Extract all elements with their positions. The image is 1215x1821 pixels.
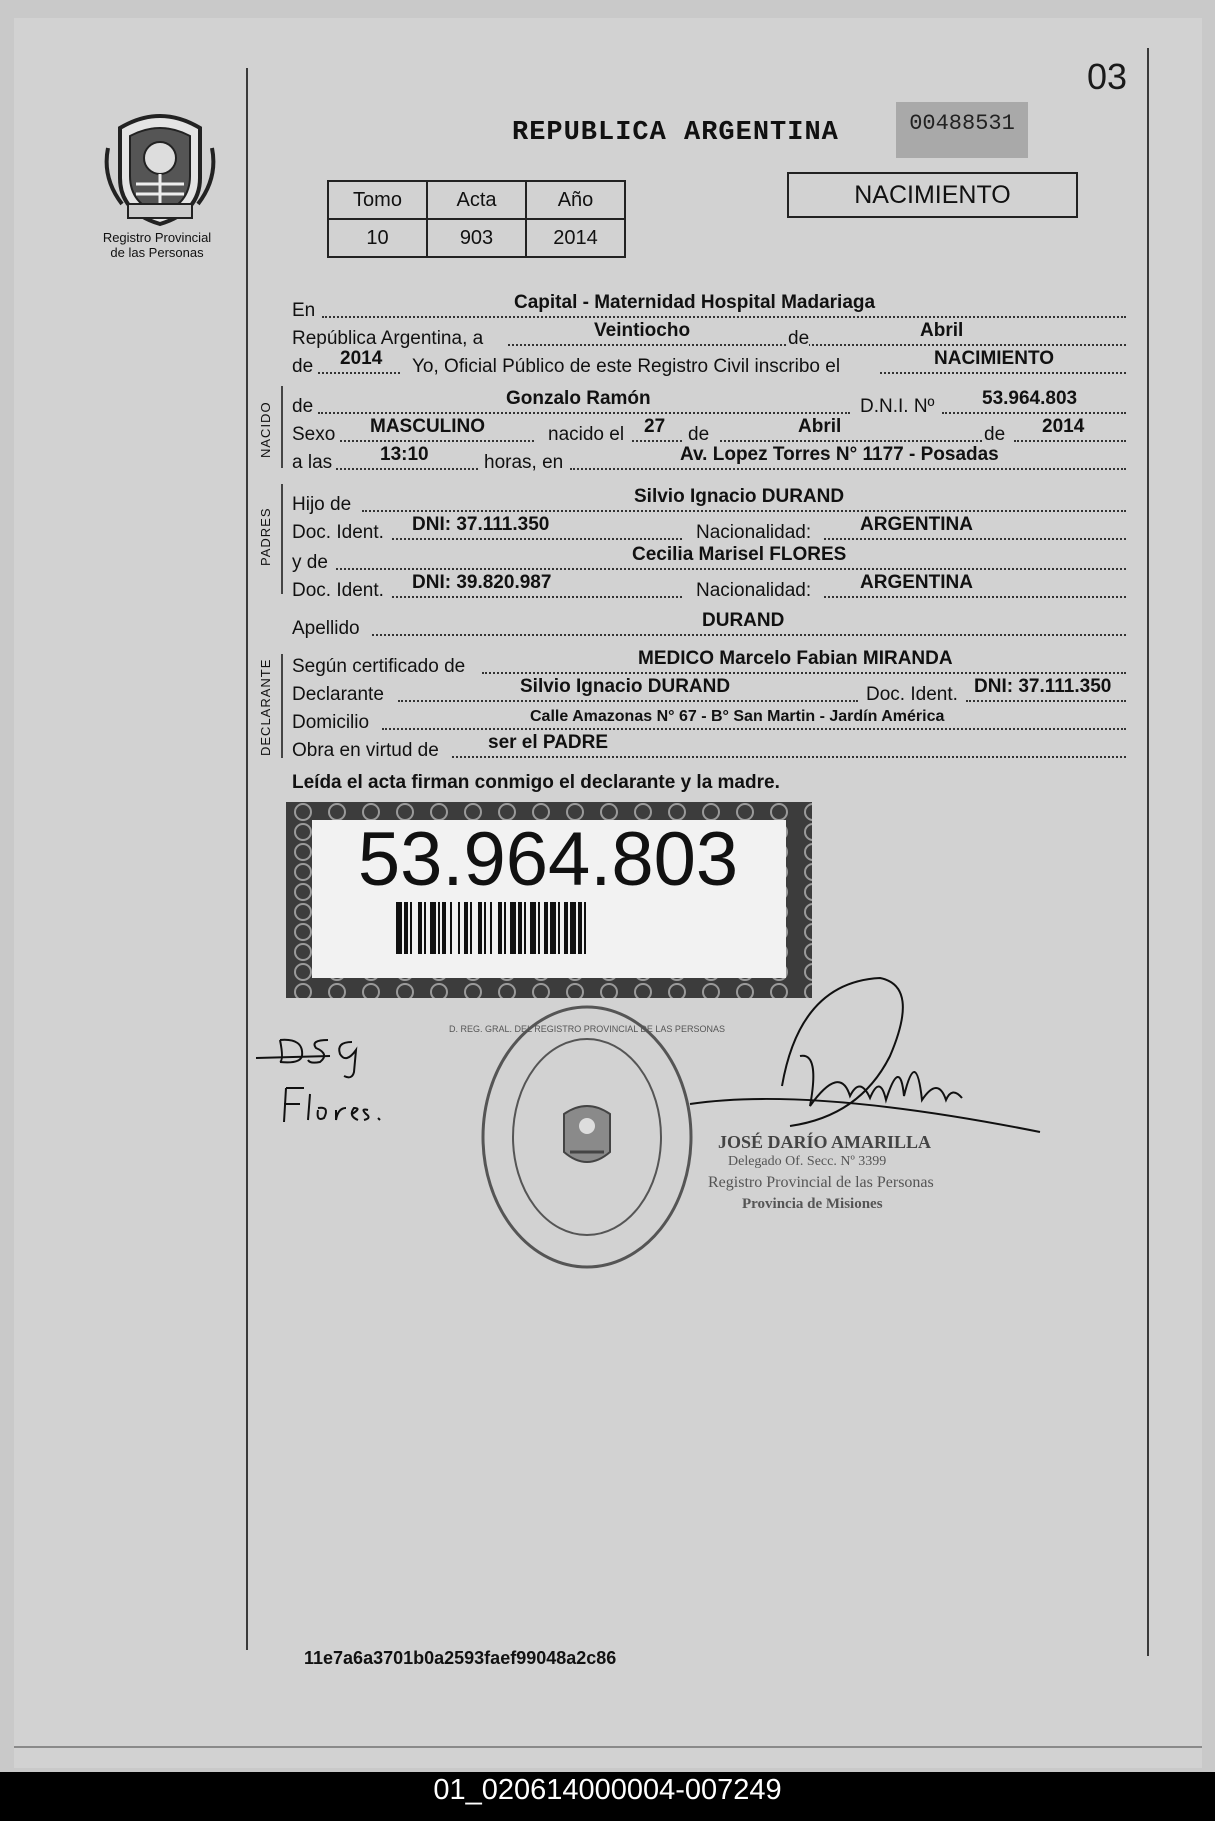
dni-value: 53.964.803 bbox=[982, 388, 1078, 409]
madre-value: Cecilia Marisel FLORES bbox=[632, 544, 847, 565]
dni-label-number: 53.964.803 bbox=[357, 817, 739, 902]
header-tomo: Tomo bbox=[328, 181, 427, 219]
de-mes-label: de bbox=[788, 328, 810, 349]
barcode-bar bbox=[450, 902, 452, 954]
nombre-label: de bbox=[292, 396, 314, 417]
barcode-bar bbox=[490, 902, 492, 954]
row-declarante bbox=[292, 678, 1126, 708]
barcode-bar bbox=[564, 902, 568, 954]
year-dots bbox=[318, 372, 400, 374]
barcode-bar bbox=[442, 902, 446, 954]
mes-value: Abril bbox=[920, 320, 964, 341]
declarante-dots bbox=[398, 700, 858, 702]
province-seal-logo bbox=[100, 108, 220, 228]
nacido-mes: Abril bbox=[798, 416, 842, 437]
domicilio-dots bbox=[382, 728, 1126, 730]
declarante-doc-dots bbox=[966, 700, 1126, 702]
dni-label: D.N.I. Nº bbox=[860, 396, 935, 417]
a-las-label: a las bbox=[292, 452, 333, 473]
hijo-label: Hijo de bbox=[292, 494, 352, 515]
nacido-el-label: nacido el bbox=[548, 424, 625, 445]
apellido-dots bbox=[372, 634, 1126, 636]
horas-en-label: horas, en bbox=[484, 452, 564, 473]
oficial-label: Yo, Oficial Público de este Registro Civil inscribo el bbox=[412, 356, 841, 377]
barcode-bar bbox=[570, 902, 576, 954]
row-obra bbox=[292, 734, 1126, 764]
barcode-bar bbox=[424, 902, 426, 954]
sexo-dots bbox=[340, 440, 534, 442]
y-de-label: y de bbox=[292, 552, 328, 573]
inscribo-value: NACIMIENTO bbox=[934, 348, 1054, 369]
barcode-bar bbox=[404, 902, 408, 954]
closing-statement: Leída el acta firman conmigo el declarante y la madre. bbox=[292, 772, 780, 793]
nacido-section-bar bbox=[281, 386, 283, 468]
barcode-bar bbox=[396, 902, 402, 954]
barcode-bar bbox=[558, 902, 560, 954]
barcode-bar bbox=[504, 902, 506, 954]
year-value: 2014 bbox=[340, 348, 383, 369]
sexo-label: Sexo bbox=[292, 424, 336, 445]
declarante-label: Declarante bbox=[292, 684, 384, 705]
barcode-bar bbox=[418, 902, 422, 954]
nombre-dots bbox=[318, 412, 850, 414]
hora-dots bbox=[336, 468, 478, 470]
row-domicilio bbox=[292, 706, 1126, 736]
record-table bbox=[327, 180, 626, 258]
stamp-text: D. REG. GRAL. DEL REGISTRO PROVINCIAL DE LAS PERSONAS bbox=[449, 1024, 725, 1034]
row-en bbox=[292, 294, 1126, 324]
barcode-bar bbox=[510, 902, 516, 954]
certificado-value: MEDICO Marcelo Fabian MIRANDA bbox=[638, 648, 953, 669]
declarante-section-label: DECLARANTE bbox=[258, 658, 273, 756]
inscribo-dots bbox=[880, 372, 1126, 374]
madre-nac-label: Nacionalidad: bbox=[696, 580, 812, 601]
nacido-anio-dots bbox=[1014, 440, 1126, 442]
madre-doc-label: Doc. Ident. bbox=[292, 580, 384, 601]
lugar-dots bbox=[570, 468, 1126, 470]
official-line3: Registro Provincial de las Personas bbox=[708, 1174, 934, 1191]
logo-caption-line1: Registro Provincial bbox=[102, 230, 212, 245]
madre-dots bbox=[336, 568, 1126, 570]
barcode-graphic bbox=[396, 902, 736, 954]
logo-caption bbox=[82, 230, 232, 260]
header-anio: Año bbox=[526, 181, 625, 219]
padre-nac-dots bbox=[824, 538, 1126, 540]
left-margin-line bbox=[246, 68, 248, 1650]
apellido-value: DURAND bbox=[702, 610, 785, 631]
lugar-value: Av. Lopez Torres N° 1177 - Posadas bbox=[680, 444, 999, 465]
row-apellido bbox=[292, 612, 1126, 642]
row-hora bbox=[292, 446, 1126, 476]
declarante-value: Silvio Ignacio DURAND bbox=[520, 676, 731, 697]
row-madre-doc bbox=[292, 574, 1126, 604]
padres-section-bar bbox=[281, 484, 283, 594]
de-year-label: de bbox=[292, 356, 314, 377]
nacido-mes-dots bbox=[720, 440, 982, 442]
padre-dots bbox=[362, 510, 1126, 512]
obra-dots bbox=[452, 756, 1126, 758]
barcode-bar bbox=[438, 902, 440, 954]
barcode-bar bbox=[498, 902, 502, 954]
nacido-de-label: de bbox=[688, 424, 710, 445]
page-bottom-edge bbox=[14, 1746, 1202, 1748]
padre-value: Silvio Ignacio DURAND bbox=[634, 486, 845, 507]
en-label: En bbox=[292, 300, 316, 321]
padre-doc-dots bbox=[392, 538, 682, 540]
barcode-bar bbox=[464, 902, 468, 954]
serial-number: 00488531 bbox=[896, 102, 1028, 158]
madre-nac: ARGENTINA bbox=[860, 572, 973, 593]
certificado-dots bbox=[482, 672, 1126, 674]
barcode-bar bbox=[518, 902, 522, 954]
barcode-bar bbox=[578, 902, 582, 954]
handwritten-signatures bbox=[250, 1010, 430, 1130]
barcode-bar bbox=[478, 902, 482, 954]
dia-value: Veintiocho bbox=[594, 320, 691, 341]
dni-barcode-label bbox=[286, 802, 812, 998]
barcode-bar bbox=[430, 902, 436, 954]
dni-dots bbox=[942, 412, 1126, 414]
hora-value: 13:10 bbox=[380, 444, 429, 465]
header-acta: Acta bbox=[427, 181, 526, 219]
en-dots bbox=[322, 316, 1126, 318]
official-name: JOSÉ DARÍO AMARILLA bbox=[718, 1132, 932, 1152]
nacido-dia-dots bbox=[632, 440, 682, 442]
barcode-bar bbox=[470, 902, 472, 954]
barcode-bar bbox=[524, 902, 526, 954]
republica-label: República Argentina, a bbox=[292, 328, 484, 349]
domicilio-value: Calle Amazonas N° 67 - B° San Martin - Jardín América bbox=[530, 708, 945, 725]
padre-doc-label: Doc. Ident. bbox=[292, 522, 384, 543]
republica-dots bbox=[508, 344, 1126, 346]
en-value: Capital - Maternidad Hospital Madariaga bbox=[514, 292, 876, 313]
madre-doc-dots bbox=[392, 596, 682, 598]
declarante-section-bar bbox=[281, 654, 283, 758]
madre-nac-dots bbox=[824, 596, 1126, 598]
row-padre-doc bbox=[292, 516, 1126, 546]
barcode-bar bbox=[410, 902, 412, 954]
obra-label: Obra en virtud de bbox=[292, 740, 439, 761]
official-line2: Delegado Of. Secc. Nº 3399 bbox=[728, 1154, 887, 1169]
barcode-bar bbox=[458, 902, 460, 954]
value-anio: 2014 bbox=[526, 219, 625, 257]
madre-doc: DNI: 39.820.987 bbox=[412, 572, 552, 593]
nacido-anio: 2014 bbox=[1042, 416, 1085, 437]
document-type-box: NACIMIENTO bbox=[787, 172, 1078, 218]
obra-value: ser el PADRE bbox=[488, 732, 609, 753]
padre-nac: ARGENTINA bbox=[860, 514, 973, 535]
official-signature bbox=[690, 976, 1050, 1146]
official-stamp bbox=[449, 1002, 725, 1272]
barcode-bar bbox=[584, 902, 586, 954]
barcode-bar bbox=[484, 902, 486, 954]
logo-caption-line2: de las Personas bbox=[110, 245, 204, 260]
declarante-doc-label: Doc. Ident. bbox=[866, 684, 958, 705]
row-oficial bbox=[292, 350, 1126, 380]
document-title: REPUBLICA ARGENTINA bbox=[512, 118, 839, 148]
page-number: 03 bbox=[1087, 56, 1128, 97]
sexo-value: MASCULINO bbox=[370, 416, 486, 437]
nombre-value: Gonzalo Ramón bbox=[506, 388, 651, 409]
nacido-dia: 27 bbox=[644, 416, 666, 437]
apellido-label: Apellido bbox=[292, 618, 360, 639]
nacido-de2-label: de bbox=[984, 424, 1006, 445]
domicilio-label: Domicilio bbox=[292, 712, 370, 733]
official-line4: Provincia de Misiones bbox=[742, 1196, 883, 1212]
barcode-bar bbox=[550, 902, 556, 954]
nacido-section-label: NACIDO bbox=[258, 401, 273, 458]
padre-nac-label: Nacionalidad: bbox=[696, 522, 812, 543]
footer-filename: 01_020614000004-007249 bbox=[433, 1774, 782, 1806]
document-hash: 11e7a6a3701b0a2593faef99048a2c86 bbox=[304, 1648, 617, 1668]
barcode-bar bbox=[538, 902, 540, 954]
padres-section-label: PADRES bbox=[258, 507, 273, 566]
value-acta: 903 bbox=[427, 219, 526, 257]
certificado-label: Según certificado de bbox=[292, 656, 466, 677]
value-tomo: 10 bbox=[328, 219, 427, 257]
right-margin-line bbox=[1147, 48, 1149, 1656]
padre-doc: DNI: 37.111.350 bbox=[412, 514, 550, 535]
barcode-bar bbox=[544, 902, 548, 954]
declarante-doc: DNI: 37.111.350 bbox=[974, 676, 1112, 697]
barcode-bar bbox=[530, 902, 536, 954]
